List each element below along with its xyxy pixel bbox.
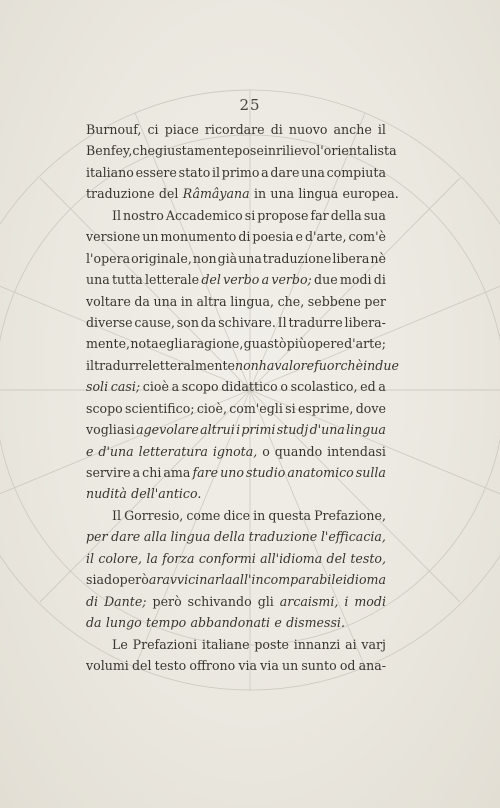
text-line xyxy=(86,419,386,440)
word: primi xyxy=(241,422,276,438)
word: sunto xyxy=(301,657,337,673)
word: alla xyxy=(143,529,167,545)
text-line xyxy=(86,119,386,140)
word: servire xyxy=(86,465,131,480)
word: varj xyxy=(361,636,386,652)
word: due xyxy=(375,357,399,373)
word: sulla xyxy=(355,465,386,480)
text-line xyxy=(86,226,386,247)
word: in xyxy=(253,507,266,523)
word: letteralmente xyxy=(148,357,235,373)
word: Gorresio, xyxy=(124,507,184,523)
word: giustamente xyxy=(155,143,235,159)
word: a xyxy=(261,272,270,288)
text-line xyxy=(86,634,386,655)
word: od xyxy=(339,657,356,673)
word: un xyxy=(142,229,159,245)
word: opere xyxy=(307,336,344,352)
word: adoperò xyxy=(96,572,149,588)
word: la xyxy=(146,550,158,566)
word: italiane xyxy=(201,636,250,652)
word: Le xyxy=(112,636,128,652)
word: da xyxy=(86,615,102,631)
word: italiano xyxy=(86,164,134,180)
word: europea. xyxy=(342,186,399,202)
word: cioè, xyxy=(196,400,227,416)
word: tempo xyxy=(146,615,187,631)
word: nudità xyxy=(86,486,127,502)
text-line xyxy=(86,183,399,204)
text-line xyxy=(86,291,386,312)
text-line xyxy=(86,398,386,419)
text-line xyxy=(86,548,386,569)
word: nuovo xyxy=(288,122,328,137)
word: uno xyxy=(220,465,244,480)
word: letterale xyxy=(145,272,200,288)
word: e xyxy=(86,443,94,459)
word: quando xyxy=(274,443,323,459)
word: come xyxy=(186,507,221,523)
word: forza xyxy=(162,550,195,566)
word: lingua xyxy=(170,529,211,545)
word: in xyxy=(253,186,267,202)
word: da xyxy=(200,314,217,330)
word: compiuta xyxy=(326,164,386,180)
word: fare xyxy=(192,465,219,480)
word: Burnouf, xyxy=(86,122,142,137)
word: o xyxy=(280,379,288,395)
word: ricordare xyxy=(204,122,265,137)
word: tutta xyxy=(111,272,143,288)
word: ai xyxy=(345,636,357,652)
word: di xyxy=(238,229,251,245)
word: libera xyxy=(332,250,370,266)
text-line xyxy=(86,140,397,161)
word: una xyxy=(86,272,110,288)
word: l'orientalista xyxy=(316,143,397,159)
word: d'arte, xyxy=(304,229,347,245)
word: ci xyxy=(147,122,159,137)
text-line xyxy=(86,162,386,183)
word: dare xyxy=(270,164,300,180)
word: del xyxy=(158,186,179,202)
word: chi xyxy=(142,465,162,480)
text-line xyxy=(86,591,386,612)
word: verbo xyxy=(223,272,260,288)
word: si xyxy=(285,400,296,416)
word: egli xyxy=(158,336,183,352)
word: del xyxy=(131,657,152,673)
word: versione xyxy=(86,229,141,245)
word: diverse xyxy=(86,314,133,330)
word: e xyxy=(295,229,303,245)
word: stato xyxy=(178,164,211,180)
word: all'idioma xyxy=(260,550,323,566)
word: ignota, xyxy=(212,443,258,459)
word: scolastico, xyxy=(290,379,358,395)
word: per xyxy=(86,529,108,545)
word: modi xyxy=(339,272,372,288)
word: sebbene xyxy=(307,293,361,309)
word: traduzione xyxy=(86,186,155,202)
text-line xyxy=(86,526,386,547)
word: non xyxy=(234,357,259,373)
word: che, xyxy=(277,293,305,309)
text-line xyxy=(86,441,386,462)
text-line xyxy=(86,655,386,676)
word: son xyxy=(176,314,199,330)
word: in xyxy=(263,143,276,159)
word: e xyxy=(274,615,282,631)
word: Prefazione, xyxy=(314,507,386,523)
word: di xyxy=(86,593,99,609)
word: scopo xyxy=(181,379,219,395)
word: piace xyxy=(164,122,199,137)
word: letteratura xyxy=(138,443,208,459)
word: per xyxy=(364,293,386,309)
word: Dante; xyxy=(104,593,147,609)
word: in xyxy=(363,357,376,373)
word: o xyxy=(262,443,270,459)
word: anche xyxy=(333,122,372,137)
word: più xyxy=(286,336,307,352)
word: agevolare xyxy=(136,422,199,438)
word: via xyxy=(260,657,279,673)
word: valore xyxy=(274,357,315,373)
word: una xyxy=(301,164,325,180)
word: che xyxy=(132,143,156,159)
word: Il xyxy=(112,207,122,223)
word: studio xyxy=(246,465,286,480)
word: schivando xyxy=(187,593,252,609)
word: l'efficacia, xyxy=(320,529,386,545)
word: Prefazioni xyxy=(132,636,198,652)
word: d'una xyxy=(98,443,134,459)
word: da xyxy=(134,293,150,309)
word: originale, xyxy=(131,250,192,266)
word: volumi xyxy=(86,657,129,673)
word: scientifico; xyxy=(125,400,195,416)
word: della xyxy=(213,529,246,545)
text-line xyxy=(86,312,386,333)
word: di xyxy=(373,272,386,288)
word: traduzione xyxy=(262,250,332,266)
text-line xyxy=(86,205,386,226)
word: essere xyxy=(135,164,177,180)
body-text xyxy=(86,119,399,676)
word: lingua, xyxy=(230,293,275,309)
word: testo xyxy=(154,657,187,673)
word: cause, xyxy=(134,314,175,330)
text-line xyxy=(86,505,386,526)
word: arcaismi, xyxy=(279,593,339,609)
word: ana- xyxy=(358,657,386,673)
word: conformi xyxy=(198,550,256,566)
word: lingua xyxy=(298,186,339,202)
word: rilievo xyxy=(275,143,317,159)
text-line xyxy=(86,569,386,590)
page-number: 25 xyxy=(239,96,261,114)
word: libera- xyxy=(344,314,386,330)
word: altra xyxy=(196,293,227,309)
word: studj xyxy=(276,422,309,438)
word: far xyxy=(310,207,329,223)
word: tradurre xyxy=(94,357,149,373)
text-line xyxy=(86,376,386,397)
word: Benfey, xyxy=(86,143,133,159)
text-line xyxy=(86,269,386,290)
word: colore, xyxy=(98,550,143,566)
word: abbandonati xyxy=(190,615,271,631)
text-line xyxy=(86,483,386,504)
word: pose xyxy=(234,143,264,159)
word: d'una xyxy=(309,422,345,438)
word: ravvicinarla xyxy=(156,572,233,588)
word: com'egli xyxy=(229,400,283,416)
word: in xyxy=(180,293,193,309)
word: i xyxy=(344,593,349,609)
word: poesia xyxy=(252,229,294,245)
word: Râmâyana xyxy=(182,186,250,202)
text-line xyxy=(86,333,386,354)
word: il xyxy=(86,357,95,373)
word: non xyxy=(192,250,217,266)
word: della xyxy=(330,207,362,223)
word: lungo xyxy=(105,615,142,631)
word: monumento xyxy=(160,229,237,245)
word: vogliasi xyxy=(86,422,135,438)
word: voltare xyxy=(86,293,131,309)
word: poste xyxy=(254,636,289,652)
word: schivare. xyxy=(218,314,276,330)
word: del xyxy=(326,550,347,566)
word: una xyxy=(270,186,295,202)
text-line xyxy=(86,248,386,269)
text-line xyxy=(86,612,386,633)
word: didattico xyxy=(221,379,278,395)
word: il xyxy=(212,164,221,180)
word: il xyxy=(377,122,386,137)
word: a xyxy=(182,336,191,352)
word: si xyxy=(244,207,256,223)
word: Il xyxy=(277,314,287,330)
word: cioè xyxy=(142,379,169,395)
word: dell'antico. xyxy=(131,486,202,502)
word: altrui xyxy=(200,422,235,438)
text-line xyxy=(86,355,399,376)
word: testo, xyxy=(350,550,386,566)
word: ragione, xyxy=(190,336,244,352)
word: due xyxy=(314,272,338,288)
word: a xyxy=(148,572,157,588)
word: ha xyxy=(258,357,275,373)
word: scopo xyxy=(86,400,123,416)
word: mente, xyxy=(86,336,131,352)
word: traduzione xyxy=(248,529,318,545)
word: com'è xyxy=(348,229,386,245)
word: soli xyxy=(86,379,109,395)
word: dare xyxy=(111,529,141,545)
word: Accademico xyxy=(165,207,243,223)
word: si xyxy=(86,572,97,588)
word: primo xyxy=(221,164,260,180)
word: via xyxy=(238,657,258,673)
word: del xyxy=(201,272,221,288)
word: modi xyxy=(354,593,386,609)
word: già xyxy=(217,250,238,266)
word: sua xyxy=(363,207,386,223)
word: dismessi. xyxy=(286,615,345,631)
word: offrono xyxy=(189,657,236,673)
word: ama xyxy=(163,465,191,480)
word: anatomico xyxy=(287,465,354,480)
word: d'arte; xyxy=(344,336,386,352)
word: i xyxy=(236,422,241,438)
word: a xyxy=(261,164,269,180)
word: tradurre xyxy=(288,314,343,330)
word: una xyxy=(153,293,178,309)
word: Il xyxy=(112,507,122,523)
word: verbo; xyxy=(271,272,312,288)
word: dice xyxy=(223,507,251,523)
word: ed xyxy=(360,379,376,395)
word: idioma xyxy=(342,572,386,588)
word: a xyxy=(132,465,141,480)
word: guastò xyxy=(243,336,287,352)
word: però xyxy=(152,593,182,609)
word: intendasi xyxy=(327,443,386,459)
word: dove xyxy=(355,400,386,416)
word: questa xyxy=(268,507,311,523)
word: a xyxy=(171,379,180,395)
word: propose xyxy=(257,207,309,223)
word: nè xyxy=(370,250,386,266)
word: a xyxy=(378,379,386,395)
word: all'incomparabile xyxy=(232,572,343,588)
word: nostro xyxy=(123,207,164,223)
word: innanzi xyxy=(293,636,341,652)
text-line xyxy=(86,462,386,483)
word: casi; xyxy=(110,379,141,395)
word: l'opera xyxy=(86,250,131,266)
word: esprime, xyxy=(297,400,354,416)
word: il xyxy=(86,550,95,566)
word: fuorchè xyxy=(314,357,364,373)
word: un xyxy=(281,657,299,673)
word: nota xyxy=(130,336,159,352)
word: lingua xyxy=(346,422,386,438)
word: di xyxy=(270,122,283,137)
word: gli xyxy=(257,593,274,609)
word: una xyxy=(238,250,262,266)
